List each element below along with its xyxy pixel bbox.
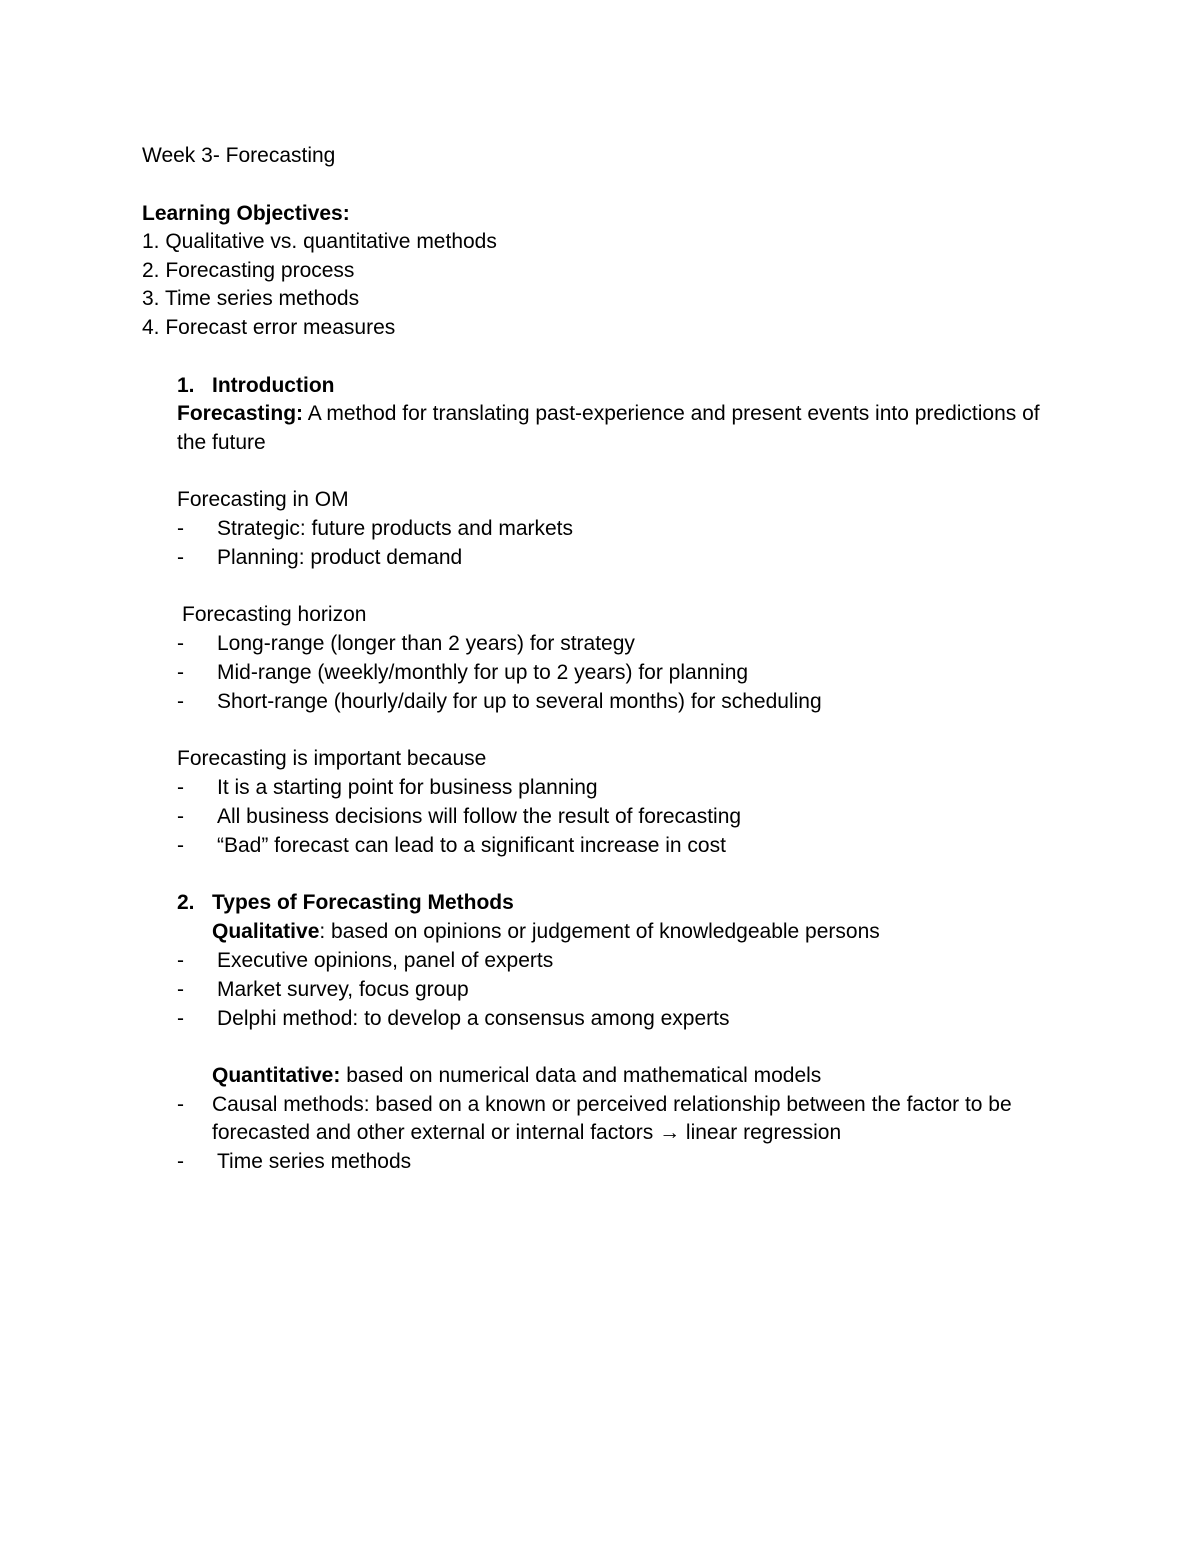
quantitative-text: based on numerical data and mathematical models xyxy=(340,1064,822,1087)
bullet-dash: - xyxy=(177,834,184,857)
qualitative-term: Qualitative xyxy=(212,920,320,943)
section2-heading: Types of Forecasting Methods xyxy=(212,891,514,914)
section1-heading: Introduction xyxy=(212,374,335,397)
bullet-dash: - xyxy=(177,805,184,828)
quantitative-item-continued: forecasted and other external or internal factors → linear regression xyxy=(212,1121,842,1144)
definition-line xyxy=(177,400,1040,428)
importance-item: “Bad” forecast can lead to a significant increase in cost xyxy=(217,834,726,857)
section1-number: 1. xyxy=(177,374,195,397)
qualitative-line xyxy=(212,918,880,946)
definition-text: A method for translating past-experience and present events into predictions of xyxy=(303,402,1040,425)
horizon-heading: Forecasting horizon xyxy=(182,603,367,626)
objective-item: 2. Forecasting process xyxy=(142,259,355,282)
importance-item: All business decisions will follow the result of forecasting xyxy=(217,805,742,828)
bullet-dash: - xyxy=(177,978,184,1001)
om-item: Strategic: future products and markets xyxy=(217,517,574,540)
importance-heading: Forecasting is important because xyxy=(177,747,487,770)
bullet-dash: - xyxy=(177,632,184,655)
definition-text-continued: the future xyxy=(177,431,266,454)
bullet-dash: - xyxy=(177,776,184,799)
bullet-dash: - xyxy=(177,1150,184,1173)
objective-item: 1. Qualitative vs. quantitative methods xyxy=(142,230,497,253)
qualitative-item: Executive opinions, panel of experts xyxy=(217,949,554,972)
om-heading: Forecasting in OM xyxy=(177,488,349,511)
quantitative-line xyxy=(212,1062,821,1090)
horizon-item: Mid-range (weekly/monthly for up to 2 years) for planning xyxy=(217,661,749,684)
qualitative-item: Delphi method: to develop a consensus among experts xyxy=(217,1007,730,1030)
bullet-dash: - xyxy=(177,1093,184,1116)
section2-number: 2. xyxy=(177,891,195,914)
importance-item: It is a starting point for business planning xyxy=(217,776,598,799)
objective-item: 3. Time series methods xyxy=(142,287,360,310)
horizon-item: Short-range (hourly/daily for up to several months) for scheduling xyxy=(217,690,822,713)
bullet-dash: - xyxy=(177,546,184,569)
bullet-dash: - xyxy=(177,949,184,972)
objective-item: 4. Forecast error measures xyxy=(142,316,396,339)
definition-term: Forecasting: xyxy=(177,402,304,425)
bullet-dash: - xyxy=(177,661,184,684)
quantitative-item: Time series methods xyxy=(217,1150,412,1173)
bullet-dash: - xyxy=(177,1007,184,1030)
qualitative-text: : based on opinions or judgement of knowledgeable persons xyxy=(319,920,880,943)
bullet-dash: - xyxy=(177,517,184,540)
quantitative-item: Causal methods: based on a known or perceived relationship between the factor to be xyxy=(212,1093,1012,1116)
quantitative-term: Quantitative: xyxy=(212,1064,341,1087)
objectives-heading: Learning Objectives: xyxy=(142,202,350,225)
om-item: Planning: product demand xyxy=(217,546,463,569)
bullet-dash: - xyxy=(177,690,184,713)
document-title: Week 3- Forecasting xyxy=(142,144,336,167)
horizon-item: Long-range (longer than 2 years) for strategy xyxy=(217,632,635,655)
qualitative-item: Market survey, focus group xyxy=(217,978,469,1001)
